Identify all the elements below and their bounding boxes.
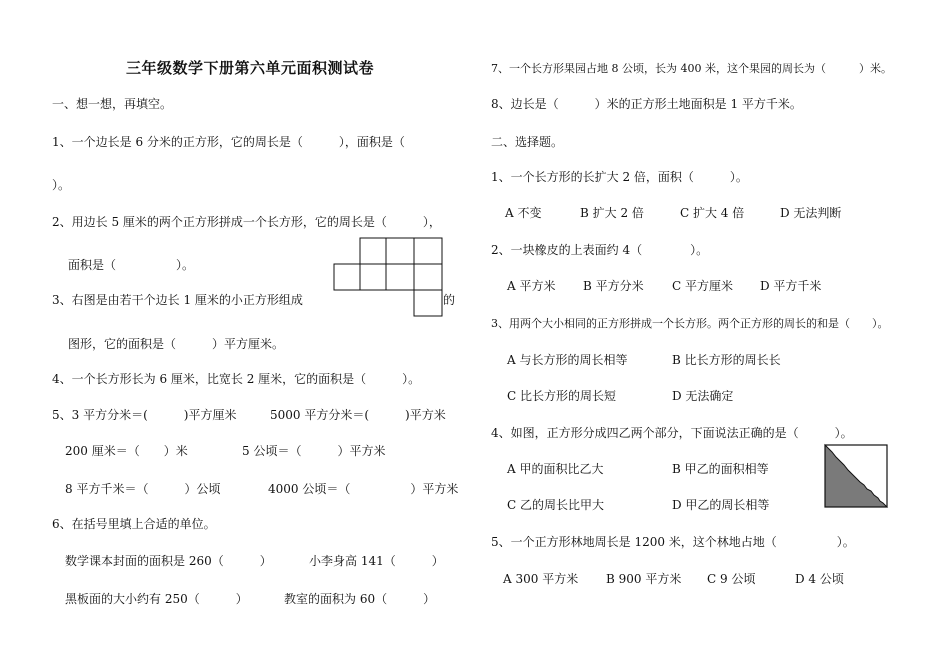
question-5-line-3b: 4000 公顷＝（ ）平方米 (268, 482, 459, 496)
section-heading-fill: 一、想一想，再填空。 (52, 97, 173, 111)
choice-2: 2、一块橡皮的上表面约 4（ ）。 (491, 243, 709, 257)
choice-5-option: C 9 公顷 (707, 572, 756, 586)
choice-3-option: C 比长方形的周长短 (507, 389, 616, 403)
choice-1: 1、一个长方形的长扩大 2 倍，面积（ ）。 (491, 170, 748, 184)
question-2-line-1: 2、用边长 5 厘米的两个正方形拼成一个长方形，它的周长是（ ）， (52, 215, 441, 229)
question-7: 7、一个长方形果园占地 8 公顷，长为 400 米，这个果园的周长为（ ）米。 (491, 62, 892, 75)
question-3-line-1: 3、右图是由若干个边长 1 厘米的小正方形组成 (52, 293, 303, 307)
choice-2-option: B 平方分米 (583, 279, 644, 293)
choice-4-option: D 甲乙的周长相等 (672, 498, 770, 512)
choice-4: 4、如图，正方形分成四乙两个部分，下面说法正确的是（ ）。 (491, 426, 853, 440)
choice-5: 5、一个正方形林地周长是 1200 米，这个林地占地（ ）。 (491, 535, 855, 549)
choice-4-option: C 乙的周长比甲大 (507, 498, 604, 512)
square-split-figure-icon (823, 443, 889, 509)
question-6-c: 黑板面的大小约有 250（ ） (65, 592, 248, 606)
choice-4-option: B 甲乙的面积相等 (672, 462, 769, 476)
choice-5-option: D 4 公顷 (795, 572, 844, 586)
page-title: 三年级数学下册第六单元面积测试卷 (126, 59, 375, 77)
question-8: 8、边长是（ ）米的正方形土地面积是 1 平方千米。 (491, 97, 802, 111)
choice-1-option: B 扩大 2 倍 (580, 206, 644, 220)
choice-3-option: A 与长方形的周长相等 (507, 353, 628, 367)
question-3-line-2: 图形，它的面积是（ ）平方厘米。 (68, 337, 285, 351)
choice-5-option: A 300 平方米 (503, 572, 579, 586)
question-5-line-2b: 5 公顷＝（ ）平方米 (242, 444, 386, 458)
question-5-line-2a: 200 厘米＝（ ）米 (65, 444, 188, 458)
question-5-line-1a: 5、3 平方分米＝( )平方厘米 (52, 408, 237, 422)
choice-1-option: C 扩大 4 倍 (680, 206, 745, 220)
choice-5-option: B 900 平方米 (606, 572, 682, 586)
choice-2-option: A 平方米 (507, 279, 556, 293)
grid-figure-icon (330, 236, 444, 320)
question-5-line-1b: 5000 平方分米＝( )平方米 (270, 408, 446, 422)
question-6-b: 小李身高 141（ ） (309, 554, 444, 568)
choice-4-option: A 甲的面积比乙大 (507, 462, 604, 476)
question-4: 4、一个长方形长为 6 厘米，比宽长 2 厘米，它的面积是（ ）。 (52, 372, 421, 386)
choice-2-option: D 平方千米 (760, 279, 822, 293)
question-6-d: 教室的面积为 60（ ） (284, 592, 436, 606)
question-6-a: 数学课本封面的面积是 260（ ） (65, 554, 272, 568)
choice-1-option: D 无法判断 (780, 206, 842, 220)
question-3-tail: 的 (443, 293, 456, 307)
choice-1-option: A 不变 (505, 206, 542, 220)
question-6: 6、在括号里填上合适的单位。 (52, 517, 216, 531)
choice-3: 3、用两个大小相同的正方形拼成一个长方形。两个正方形的周长的和是（ ）。 (491, 317, 889, 330)
question-1-line-1: 1、一个边长是 6 分米的正方形，它的周长是（ ），面积是（ (52, 135, 405, 149)
choice-3-option: D 无法确定 (672, 389, 734, 403)
question-2-line-2: 面积是（ ）。 (68, 258, 195, 272)
section-heading-choice: 二、选择题。 (491, 135, 564, 149)
choice-3-option: B 比长方形的周长长 (672, 353, 781, 367)
question-5-line-3a: 8 平方千米＝（ ）公顷 (65, 482, 221, 496)
question-1-line-2: ）。 (52, 178, 71, 192)
choice-2-option: C 平方厘米 (672, 279, 733, 293)
